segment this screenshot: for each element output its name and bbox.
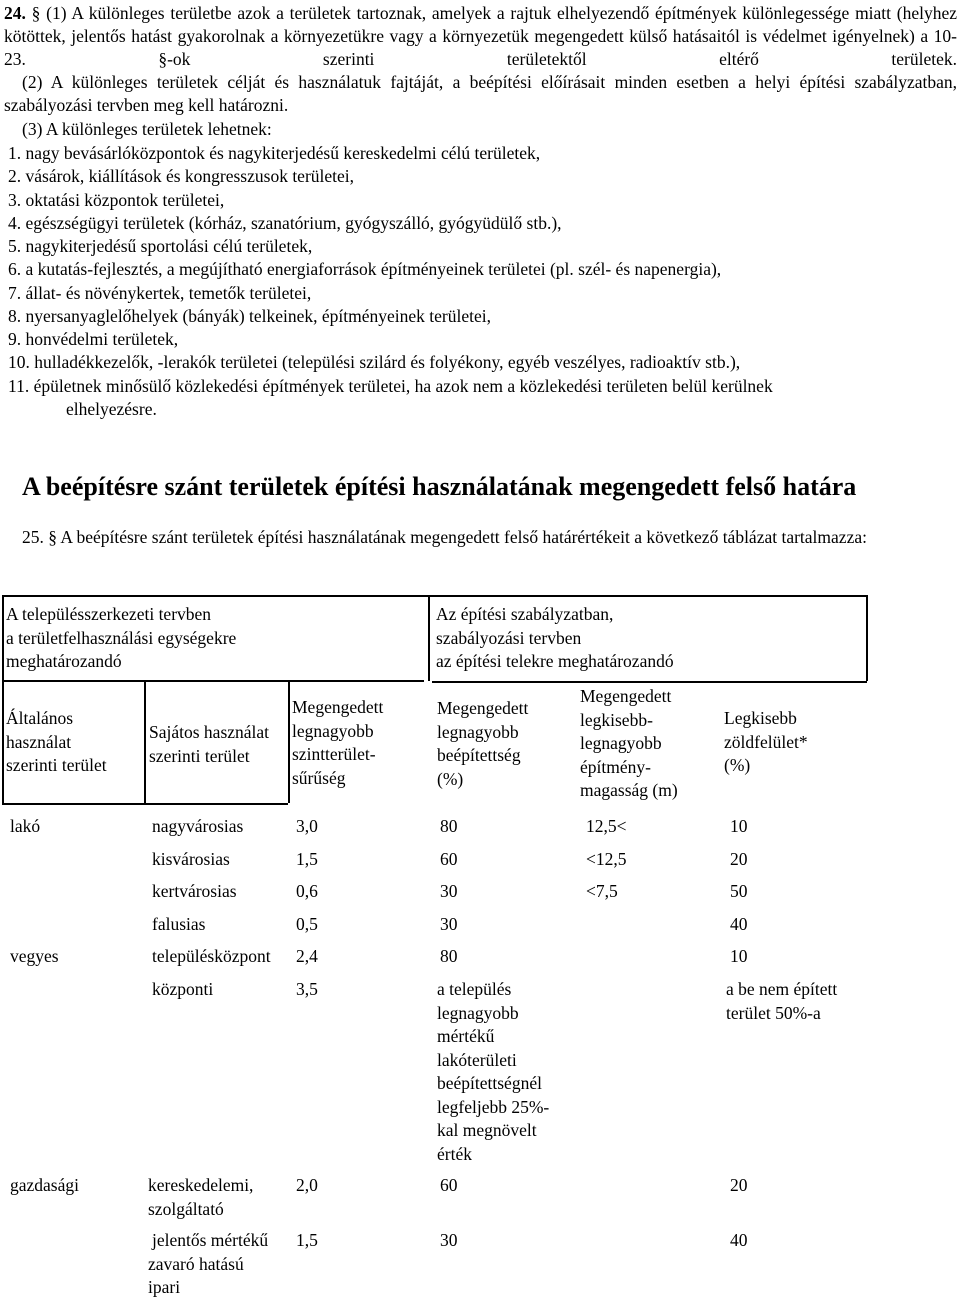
group-right-label-line: az építési telekre meghatározandó (436, 651, 674, 671)
cell-density (296, 815, 318, 839)
cell-green-area-line: 20 (730, 1175, 748, 1195)
group-divider (428, 595, 430, 681)
section-symbol: § (31, 3, 41, 23)
list-item: 4. egészségügyi területek (kórház, szanatórium, gyógyszálló, gyógyüdülő stb.), (8, 212, 562, 233)
section-25-number: 25. (22, 527, 44, 547)
table-top-border (2, 595, 868, 597)
list-item: 7. állat- és növénykertek, temetők területei, (8, 282, 312, 303)
cell-height-line: 12,5< (586, 816, 627, 836)
cell-built-ratio (440, 880, 458, 904)
section-25-text: A beépítésre szánt területek építési használatának megengedett felső határértékeit a következő táblázat tartalmazza: (60, 527, 867, 547)
cell-density-line: 1,5 (296, 849, 318, 869)
header-built-ratio-line: Megengedett (437, 698, 529, 718)
header-height-line: magasság (m) (580, 780, 678, 800)
header-border-bottom (2, 803, 288, 805)
section-24-paragraph-1 (4, 2, 957, 71)
header-green-area (724, 707, 808, 778)
header-density (292, 696, 383, 790)
cell-built-ratio-line: 60 (440, 849, 458, 869)
cell-specific-use (148, 1229, 268, 1300)
table-right-border (866, 595, 868, 681)
header-divider-1 (144, 681, 146, 803)
header-specific-use-line: Sajátos használat (149, 722, 270, 742)
cell-green-area (730, 945, 748, 969)
header-built-ratio-line: legnagyobb (437, 721, 519, 742)
header-general-use-line: szerinti terület (6, 755, 107, 775)
cell-specific-use (152, 815, 243, 839)
cell-green-area (730, 815, 748, 839)
cell-specific-use-line: kisvárosias (152, 849, 230, 869)
section-24-paragraph-2: (2) A különleges területek célját és használatuk fajtáját, a beépítési előírásait minden esetben a helyi építési szabályzatban, szabályozási tervben meg kell határozni. (4, 72, 957, 115)
cell-green-area-line: terület 50%-a (726, 1002, 821, 1023)
header-general-use (6, 707, 107, 778)
cell-specific-use-line: falusias (152, 914, 206, 934)
section-24-number: 24. (4, 3, 26, 23)
cell-built-ratio (440, 1174, 458, 1198)
header-green-area-line: zöldfelület* (724, 731, 808, 752)
list-item: 2. vásárok, kiállítások és kongresszusok területei, (8, 166, 355, 187)
list-item-continuation: elhelyezésre. (66, 398, 157, 419)
header-specific-use (149, 721, 269, 768)
header-height-line: építmény- (580, 756, 651, 777)
group-right-border-bottom (432, 681, 867, 683)
cell-specific-use-line: kereskedelemi, (148, 1175, 254, 1195)
cell-built-ratio-line: legnagyobb (437, 1002, 519, 1023)
cell-specific-use-line: ipari (148, 1277, 181, 1297)
limits-table (0, 595, 960, 1307)
header-density-line: legnagyobb (292, 720, 374, 741)
list-item: 5. nagykiterjedésű sportolási célú területek, (8, 236, 313, 256)
cell-general-use (10, 1174, 79, 1198)
section-25-paragraph (4, 526, 957, 549)
cell-built-ratio-line: 30 (440, 881, 458, 901)
list-item: 6. a kutatás-fejlesztés, a megújítható energiaforrások építményeinek területei (pl. szél- és napenergia), (8, 259, 722, 280)
cell-built-ratio-line: 80 (440, 816, 458, 836)
cell-specific-use-line: jelentős mértékű (152, 1230, 269, 1250)
cell-general-use-line: gazdasági (10, 1175, 79, 1195)
cell-density (296, 1174, 318, 1198)
cell-height (586, 880, 618, 904)
cell-specific-use-line: szolgáltató (148, 1198, 224, 1219)
cell-built-ratio-line: 30 (440, 1230, 458, 1250)
cell-green-area (726, 978, 837, 1025)
header-specific-use-line: szerinti terület (149, 745, 250, 766)
group-left-border-bottom (2, 680, 424, 682)
cell-density-line: 2,4 (296, 946, 318, 966)
group-right-label-line: Az építési szabályzatban, (436, 604, 614, 624)
list-item: 10. hulladékkezelők, -lerakók területei (települési szilárd és folyékony, egyéb veszélyes, radioaktív stb.), (8, 352, 741, 373)
list-item: 11. épületnek minősülő közlekedési építmények területei, ha azok nem a közlekedési területen belül kerülnek (8, 375, 773, 396)
cell-general-use-line: vegyes (10, 946, 59, 966)
cell-green-area-line: 20 (730, 849, 748, 869)
cell-specific-use (152, 913, 205, 937)
cell-green-area-line: 40 (730, 1230, 748, 1250)
header-height-line: legkisebb- (580, 709, 653, 730)
cell-specific-use (152, 880, 237, 904)
cell-density-line: 3,5 (296, 979, 318, 999)
cell-green-area (730, 1229, 748, 1253)
group-left-label-line: a területfelhasználási egységekre (6, 627, 237, 648)
cell-specific-use (148, 1174, 253, 1221)
cell-specific-use-line: településközpont (152, 946, 271, 966)
cell-green-area-line: 50 (730, 881, 748, 901)
cell-density (296, 1229, 318, 1253)
header-density-line: szintterület- (292, 744, 376, 764)
header-general-use-line: használat (6, 731, 72, 752)
cell-green-area (730, 848, 748, 872)
group-left-border-left (2, 595, 4, 681)
cell-specific-use-line: zavaró hatású (148, 1253, 244, 1274)
section-symbol: § (48, 527, 57, 547)
cell-density (296, 848, 318, 872)
cell-height (586, 815, 627, 839)
header-border-left (2, 681, 4, 803)
cell-general-use (10, 815, 40, 839)
header-height-line: Megengedett (580, 686, 672, 706)
cell-density (296, 913, 318, 937)
cell-built-ratio-line: lakóterületi (437, 1049, 517, 1070)
cell-density-line: 0,5 (296, 914, 318, 934)
cell-green-area-line: 10 (730, 946, 748, 966)
cell-density-line: 0,6 (296, 881, 318, 901)
cell-height-line: <12,5 (586, 849, 627, 869)
group-left-label-line: meghatározandó (6, 651, 122, 671)
header-density-line: sűrűség (292, 767, 346, 788)
cell-specific-use (152, 978, 213, 1002)
list-item: 1. nagy bevásárlóközpontok és nagykiterjedésű kereskedelmi célú területek, (8, 143, 541, 163)
section-24-paragraph-3: (3) A különleges területek lehetnek: (22, 119, 272, 139)
list-item: 9. honvédelmi területek, (8, 329, 179, 349)
cell-built-ratio-line: beépítettségnél (437, 1073, 542, 1093)
cell-density-line: 3,0 (296, 816, 318, 836)
cell-built-ratio (440, 913, 458, 937)
cell-height (586, 848, 627, 872)
cell-general-use (10, 945, 59, 969)
cell-built-ratio (440, 848, 458, 872)
header-general-use-line: Általános (6, 708, 74, 728)
group-left-label-line: A településszerkezeti tervben (6, 604, 212, 624)
cell-built-ratio (440, 1229, 458, 1253)
cell-green-area-line: 10 (730, 816, 748, 836)
header-height (580, 685, 678, 803)
group-right-label (436, 603, 674, 674)
cell-density-line: 1,5 (296, 1230, 318, 1250)
header-green-area-line: Legkisebb (724, 708, 797, 728)
special-areas-list (8, 142, 960, 421)
header-density-line: Megengedett (292, 697, 384, 717)
header-green-area-line: (%) (724, 755, 751, 775)
cell-specific-use-line: központi (152, 979, 214, 999)
cell-built-ratio-line: mértékű (437, 1026, 495, 1046)
header-built-ratio-line: beépítettség (437, 745, 521, 765)
group-right-label-line: szabályozási tervben (436, 627, 582, 648)
cell-green-area (730, 913, 748, 937)
cell-density (296, 978, 318, 1002)
cell-specific-use (152, 848, 230, 872)
cell-specific-use-line: kertvárosias (152, 881, 237, 901)
cell-specific-use (152, 945, 271, 969)
cell-built-ratio-line: 80 (440, 946, 458, 966)
section-heading: A beépítésre szánt területek építési használatának megengedett felső határa (22, 472, 857, 501)
cell-density (296, 945, 318, 969)
cell-built-ratio-line: legfeljebb 25%- (437, 1096, 550, 1117)
cell-green-area-line: a be nem épített (726, 979, 838, 999)
header-built-ratio (437, 697, 528, 791)
group-left-label (6, 603, 236, 674)
cell-built-ratio-line: érték (437, 1143, 472, 1164)
list-item: 3. oktatási központok területei, (8, 189, 225, 210)
cell-height-line: <7,5 (586, 881, 618, 901)
cell-built-ratio-line: 30 (440, 914, 458, 934)
cell-built-ratio-line: kal megnövelt (437, 1120, 537, 1140)
header-built-ratio-line: (%) (437, 768, 464, 789)
cell-green-area (730, 1174, 748, 1198)
section-24-text-1: (1) A különleges területbe azok a területek tartoznak, amelyek a rajtuk elhelyezendő építmények különlegessége miatt (helyhez kötöttek, jelentős hatást gyakorolnak a környezetükre vagy a környezetük megengedett külső hatásaitól is védelmet igényelnek) a 10-23. §-ok szerinti területektől eltérő területek. (4, 3, 958, 69)
header-height-line: legnagyobb (580, 733, 662, 753)
cell-built-ratio-line: a település (437, 979, 512, 999)
cell-green-area (730, 880, 748, 904)
header-divider-2 (288, 681, 290, 803)
cell-built-ratio (440, 945, 458, 969)
cell-general-use-line: lakó (10, 816, 41, 836)
cell-density-line: 2,0 (296, 1175, 318, 1195)
cell-built-ratio (440, 815, 458, 839)
cell-built-ratio-line: 60 (440, 1175, 458, 1195)
cell-density (296, 880, 318, 904)
list-item: 8. nyersanyaglelőhelyek (bányák) telkeinek, építményeinek területei, (8, 305, 492, 326)
cell-green-area-line: 40 (730, 914, 748, 934)
cell-specific-use-line: nagyvárosias (152, 816, 244, 836)
cell-built-ratio (437, 978, 549, 1166)
